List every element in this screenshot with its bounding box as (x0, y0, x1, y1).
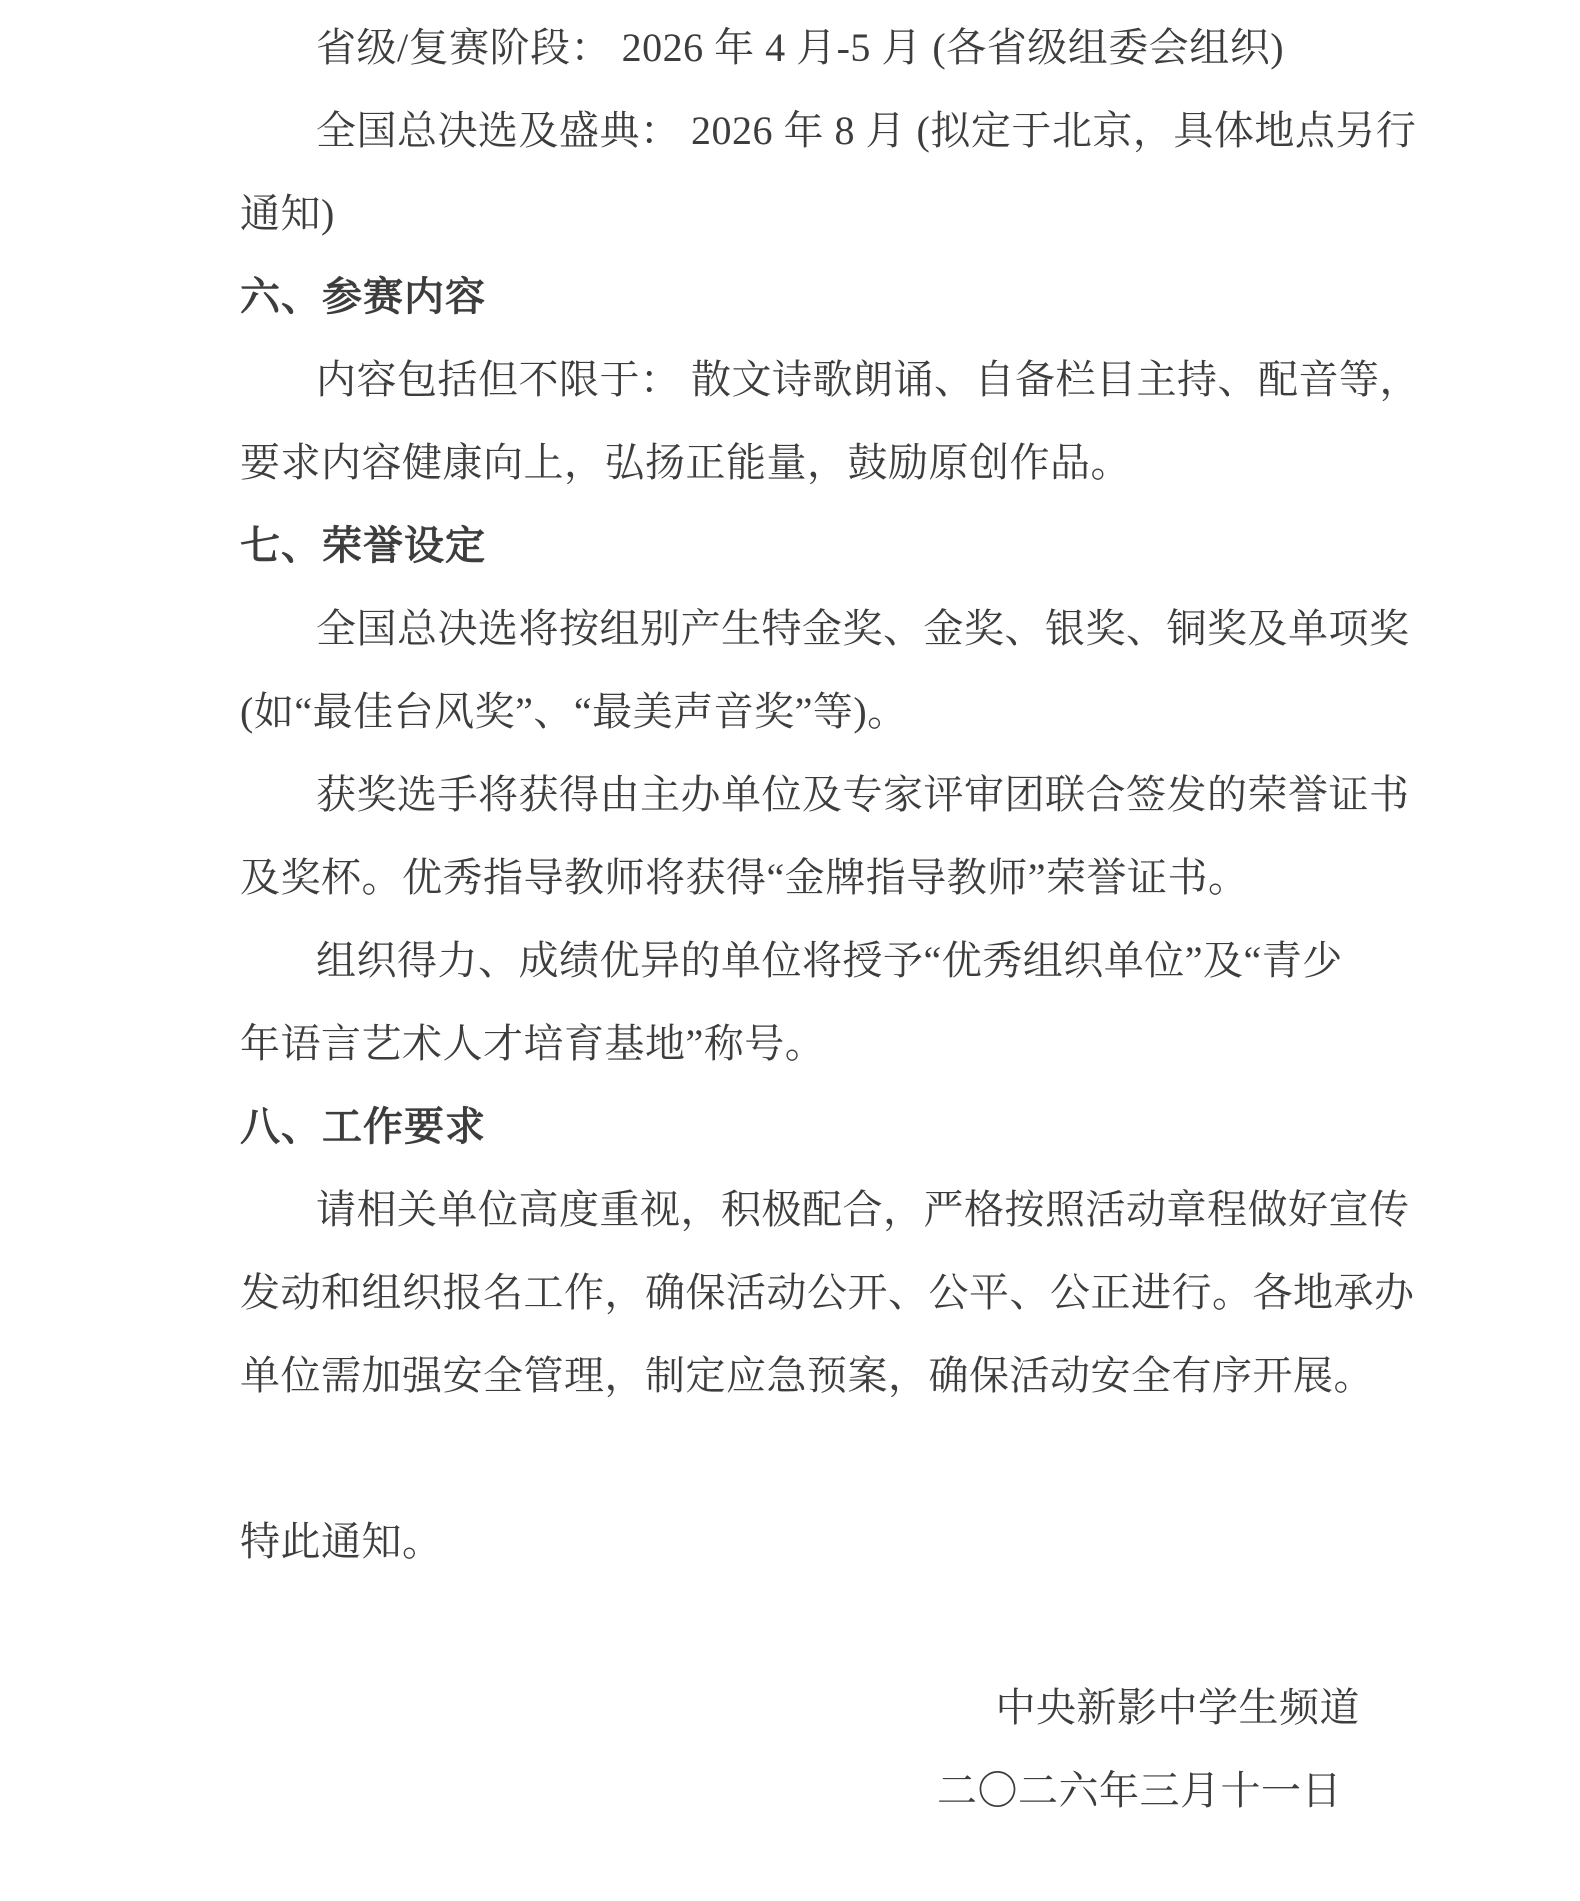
org-award-line-2: 年语言艺术人才培育基地”称号。 (240, 1021, 826, 1066)
awards-line-1: 全国总决选将按组别产生特金奖、金奖、银奖、铜奖及单项奖 (316, 606, 1410, 651)
schedule-national-final-cont: 通知) (240, 191, 335, 236)
org-award-line-1: 组织得力、成绩优异的单位将授予“优秀组织单位”及“青少 (316, 938, 1343, 983)
section-8-heading: 八、工作要求 (240, 1104, 486, 1149)
blank-line (240, 1417, 1580, 1500)
awards-line-2: (如“最佳台风奖”、“最美声音奖”等)。 (240, 689, 908, 734)
work-requirements-line-2: 发动和组织报名工作，确保活动公开、公平、公正进行。各地承办 (240, 1270, 1415, 1315)
schedule-national-final: 全国总决选及盛典： 2026 年 8 月 (拟定于北京，具体地点另行 (316, 108, 1417, 153)
signature-date: 二〇二六年三月十一日 (937, 1768, 1342, 1813)
section-7-heading: 七、荣誉设定 (240, 523, 486, 568)
schedule-provincial-stage: 省级/复赛阶段： 2026 年 4 月-5 月 (各省级组委会组织) (316, 25, 1285, 70)
closing-notice-line: 特此通知。 (240, 1519, 443, 1564)
certificate-line-1: 获奖选手将获得由主办单位及专家评审团联合签发的荣誉证书 (316, 772, 1410, 817)
content-scope-line-1: 内容包括但不限于： 散文诗歌朗诵、自备栏目主持、配音等， (316, 357, 1420, 402)
signature-organization: 中央新影中学生频道 (995, 1685, 1360, 1730)
section-6-heading: 六、参赛内容 (240, 274, 486, 319)
certificate-line-2: 及奖杯。优秀指导教师将获得“金牌指导教师”荣誉证书。 (240, 855, 1249, 900)
blank-line (240, 1583, 1580, 1666)
work-requirements-line-3: 单位需加强安全管理，制定应急预案，确保活动安全有序开展。 (240, 1353, 1374, 1398)
content-scope-line-2: 要求内容健康向上，弘扬正能量，鼓励原创作品。 (240, 440, 1131, 485)
work-requirements-line-1: 请相关单位高度重视，积极配合，严格按照活动章程做好宣传 (316, 1187, 1410, 1232)
